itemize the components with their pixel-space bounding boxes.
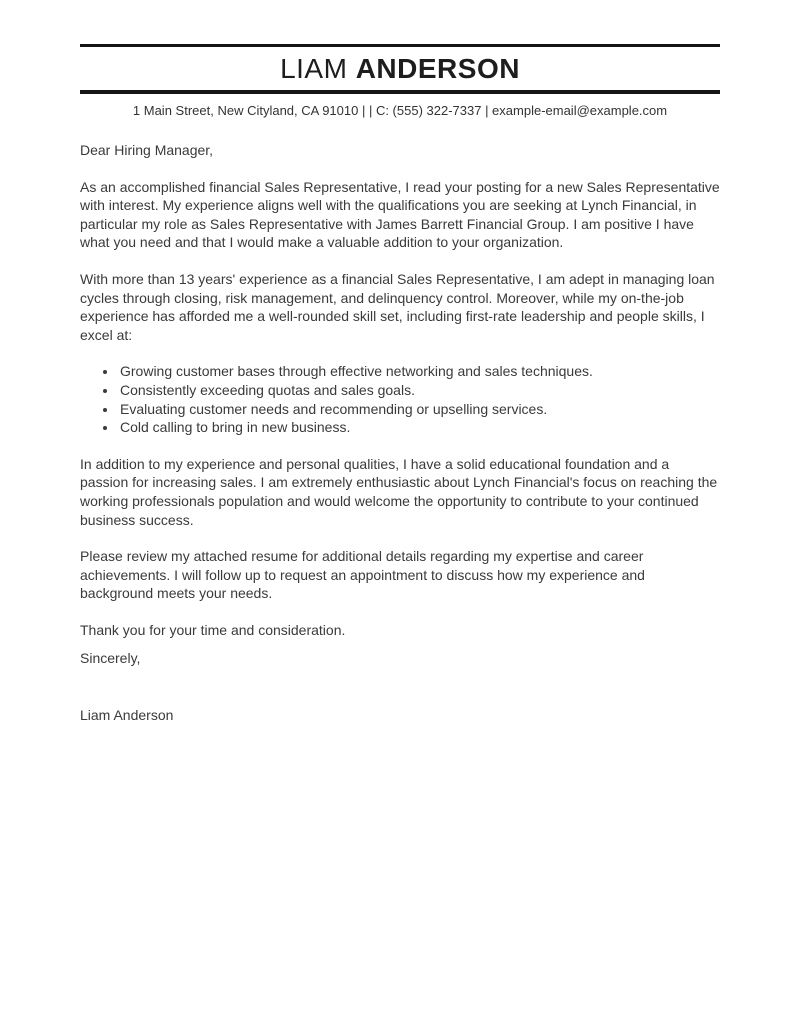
paragraph-education: In addition to my experience and personal qualities, I have a solid educational foundation and a passion for increasing sales. I am extremely enthusiastic about Lynch Financial's focus on reaching the working professionals population and would welcome the opportunity to contribute to your continued business success. [80,455,718,528]
letter-header [80,44,720,118]
skills-bullet-list [80,362,720,436]
candidate-name [80,47,720,90]
contact-line: 1 Main Street, New Cityland, CA 91010 | | C: (555) 322-7337 | example-email@example.com [132,103,668,118]
bullet-item: • Evaluating customer needs and recommending or upselling services. [118,400,720,419]
candidate-last-name: ANDERSON [355,53,520,84]
salutation: Dear Hiring Manager, [80,142,214,158]
closing-thanks: Thank you for your time and consideration. [80,621,346,638]
paragraph-follow-up: Please review my attached resume for additional details regarding my expertise and career achievements. I will follow up to request an appointment to discuss how my experience and background meets your needs. [80,548,645,602]
bullet-item: • Growing customer bases through effective networking and sales techniques. [118,362,720,381]
letter-body [80,141,720,725]
candidate-first-name: LIAM [280,53,348,84]
signature-name: Liam Anderson [80,707,174,724]
paragraph-experience: With more than 13 years' experience as a financial Sales Representative, I am adept in managing loan cycles through closing, risk management, and delinquency control. Moreover, while my on-the-job experience has afforded me a well-rounded skill set, including first-rate leadership and people skills, I excel at: [80,270,715,343]
bullet-item: • Cold calling to bring in new business. [118,418,720,437]
closing-sincerely: Sincerely, [80,650,141,667]
bullet-item: • Consistently exceeding quotas and sales goals. [118,381,720,400]
paragraph-intro: As an accomplished financial Sales Representative, I read your posting for a new Sales Representative with interest. My experience aligns well with the qualifications you are seeking at Lynch Financial, in particular my role as Sales Representative with James Barrett Financial Group. I am positive I have what you need and that I would make a valuable addition to your organization. [80,178,720,251]
